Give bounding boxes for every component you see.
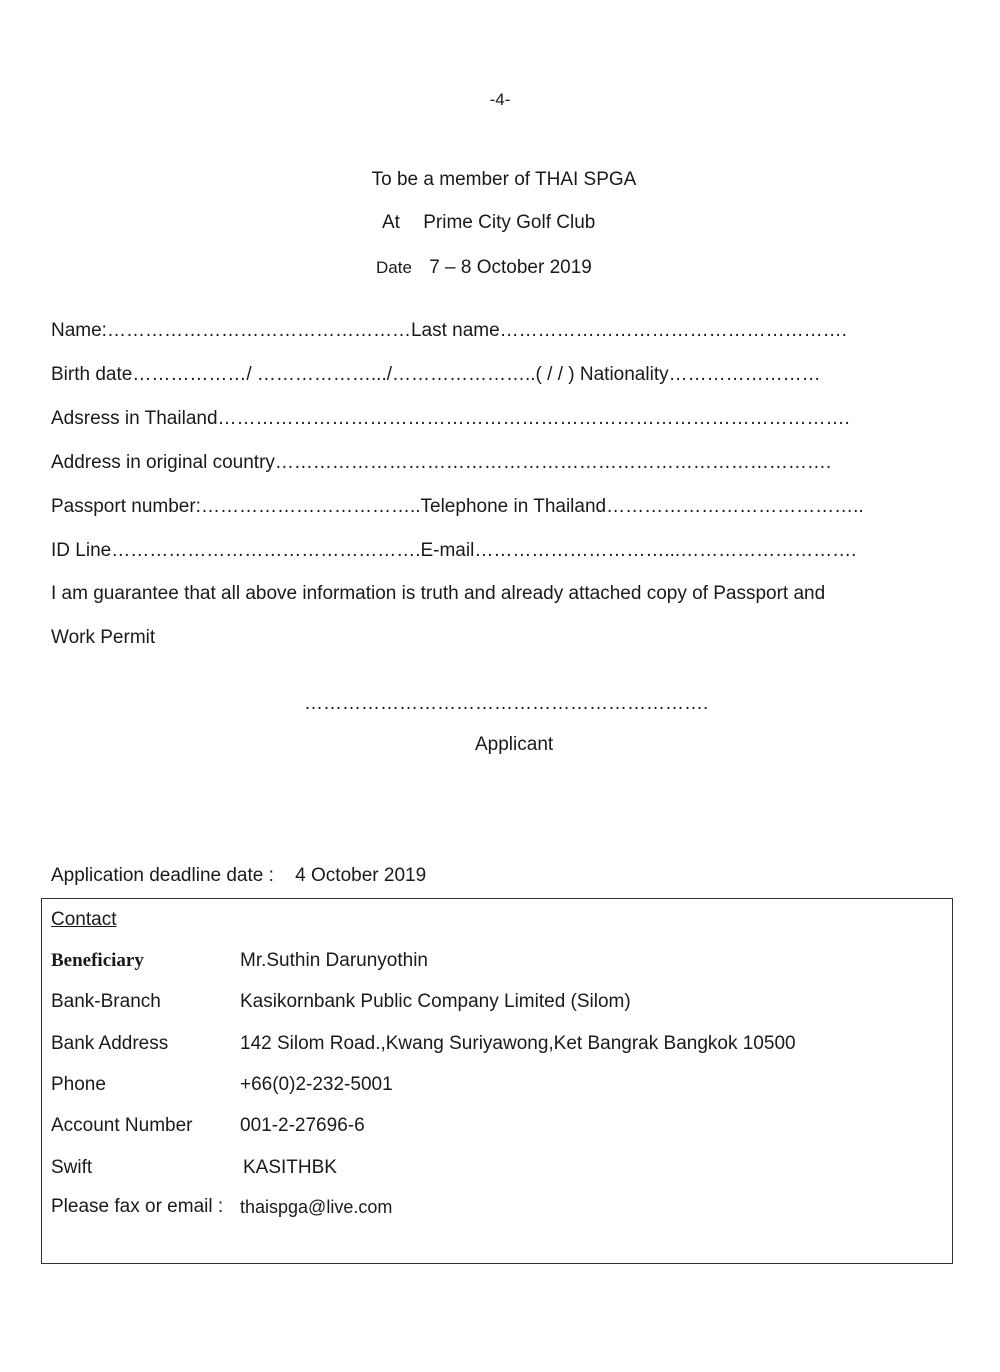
account-number-label: Account Number xyxy=(51,1115,193,1136)
fax-email-label: Please fax or email : xyxy=(51,1196,224,1217)
bank-address-label: Bank Address xyxy=(51,1033,169,1054)
address-thailand-field-line[interactable]: Adsress in Thailand………………………………………………………………………………………. xyxy=(51,408,850,429)
venue-name: Prime City Golf Club xyxy=(423,212,596,233)
bank-address-value: 142 Silom Road.,Kwang Suriyawong,Ket Bangrak Bangkok 10500 xyxy=(240,1033,796,1054)
birthdate-nationality-field-line[interactable]: Birth date………………/ ……………….../…………………..( / / ) Nationality…………………… xyxy=(51,364,821,385)
date-label: Date xyxy=(376,258,412,277)
bank-branch-value: Kasikornbank Public Company Limited (Silom) xyxy=(240,991,631,1012)
swift-label: Swift xyxy=(51,1157,93,1178)
contact-heading: Contact xyxy=(51,909,117,930)
passport-telephone-field-line[interactable]: Passport number:……………………………..Telephone in Thailand………………………………….. xyxy=(51,496,864,517)
page-title: To be a member of THAI SPGA xyxy=(371,169,637,190)
name-field-line[interactable]: Name:…………………………………………Last name………………………………………………. xyxy=(51,320,847,341)
phone-label: Phone xyxy=(51,1074,106,1095)
date-value: 7 – 8 October 2019 xyxy=(429,257,592,278)
swift-value: KASITHBK xyxy=(243,1157,337,1178)
bank-branch-label: Bank-Branch xyxy=(51,991,161,1012)
phone-value: +66(0)2-232-5001 xyxy=(240,1074,393,1095)
contact-email[interactable]: thaispga@live.com xyxy=(240,1197,393,1217)
event-date-line xyxy=(376,257,592,279)
deadline-line xyxy=(51,865,426,887)
page-number: -4- xyxy=(489,90,511,109)
statement-text: I am guarantee that all above information is truth and already attached copy of Passport and xyxy=(51,583,826,604)
beneficiary-value: Mr.Suthin Darunyothin xyxy=(240,950,428,971)
deadline-label: Application deadline date : xyxy=(51,865,274,886)
statement-text-continued: Work Permit xyxy=(51,627,156,648)
venue-line xyxy=(382,212,595,234)
signature-label: Applicant xyxy=(475,734,554,755)
venue-prefix: At xyxy=(382,212,400,233)
account-number-value: 001-2-27696-6 xyxy=(240,1115,365,1136)
beneficiary-label: Beneficiary xyxy=(51,950,144,971)
deadline-value: 4 October 2019 xyxy=(295,865,427,886)
signature-line[interactable]: ………………………………………………………. xyxy=(304,693,709,714)
idline-email-field-line[interactable]: ID Line………………………………………….E-mail…………………………...………………………. xyxy=(51,540,857,561)
address-origin-field-line[interactable]: Address in original country……………………………………………………………………………. xyxy=(51,452,832,473)
